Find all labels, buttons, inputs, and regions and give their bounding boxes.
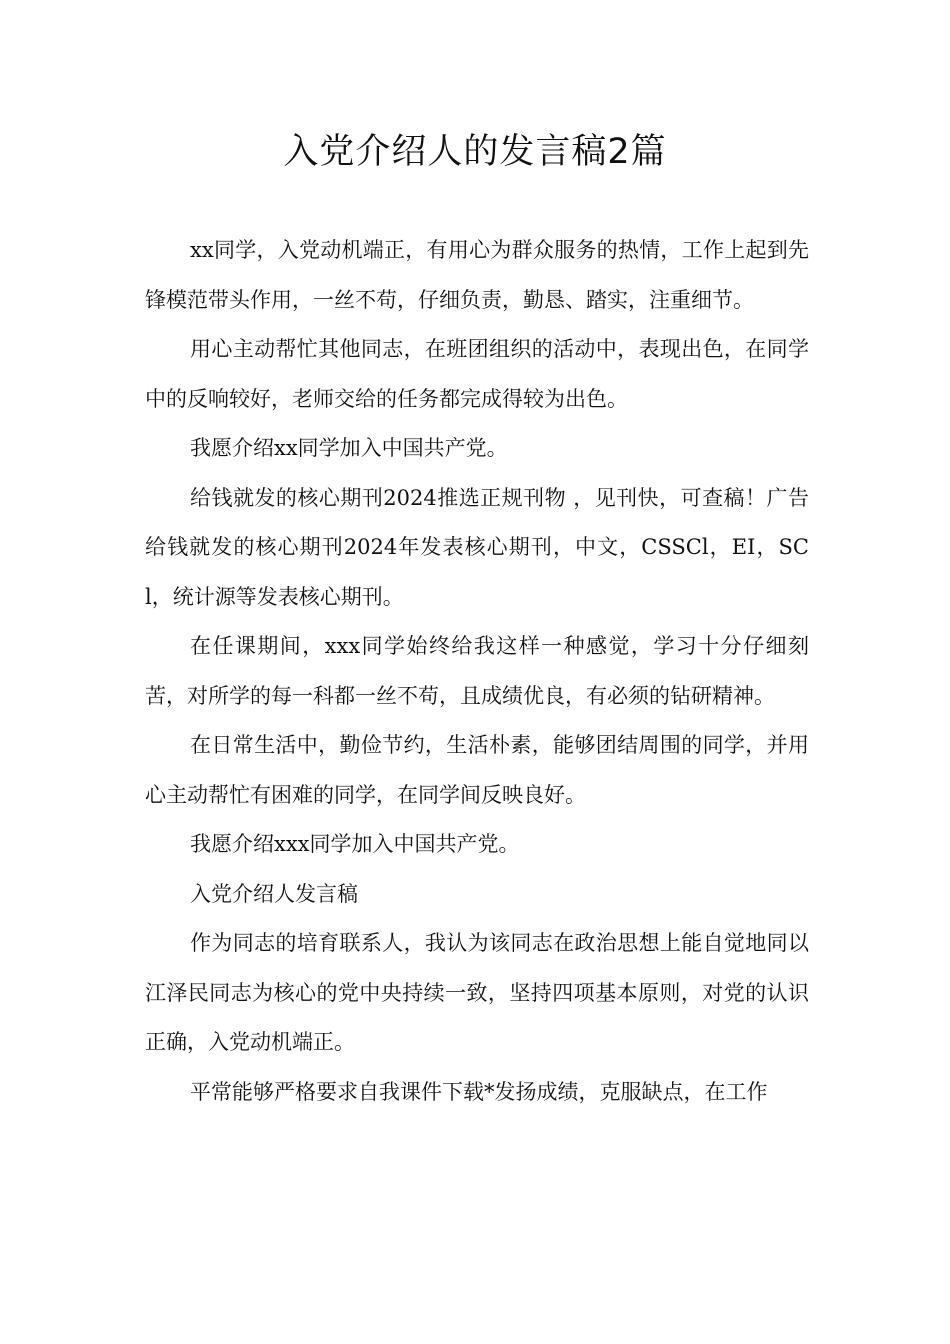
ad-paragraph: 给钱就发的核心期刊2024推选正规刊物 ，见刊快，可查稿！广告 给钱就发的核心期刊2024年发表核心期刊，中文，CSSCl，EI，SCl，统计源等发表核心期刊。 <box>145 485 830 609</box>
document-title: 入党介绍人的发言稿2篇 <box>283 132 667 172</box>
paragraph: 在日常生活中，勤俭节约，生活朴素，能够团结周围的同学，并用心主动帮忙有困难的同学，在同学间反映良好。 <box>145 733 809 807</box>
paragraph: 我愿介绍xx同学加入中国共产党。 <box>190 436 508 460</box>
paragraph: 平常能够严格要求自我课件下载*发扬成绩，克服缺点，在工作 <box>190 1079 768 1104</box>
paragraph: 作为同志的培育联系人，我认为该同志在政治思想上能自觉地同以江泽民同志为核心的党中央持续一致，坚持四项基本原则，对党的认识正确，入党动机端正。 <box>145 931 809 1054</box>
paragraph: 我愿介绍xxx同学加入中国共产党。 <box>190 832 520 856</box>
paragraph: 在任课期间，xxx同学始终给我这样一种感觉，学习十分仔细刻苦，对所学的每一科都一丝不苟，且成绩优良，有必须的钻研精神。 <box>145 634 809 708</box>
paragraph: xx同学，入党动机端正，有用心为群众服务的热情，工作上起到先锋模范带头作用，一丝不苟，仔细负责，勤恳、踏实，注重细节。 <box>145 238 809 312</box>
document-body <box>145 226 830 1117</box>
paragraph: 用心主动帮忙其他同志，在班团组织的活动中，表现出色，在同学中的反响较好，老师交给的任务都完成得较为出色。 <box>145 337 809 411</box>
section-subtitle: 入党介绍人发言稿 <box>190 881 358 906</box>
